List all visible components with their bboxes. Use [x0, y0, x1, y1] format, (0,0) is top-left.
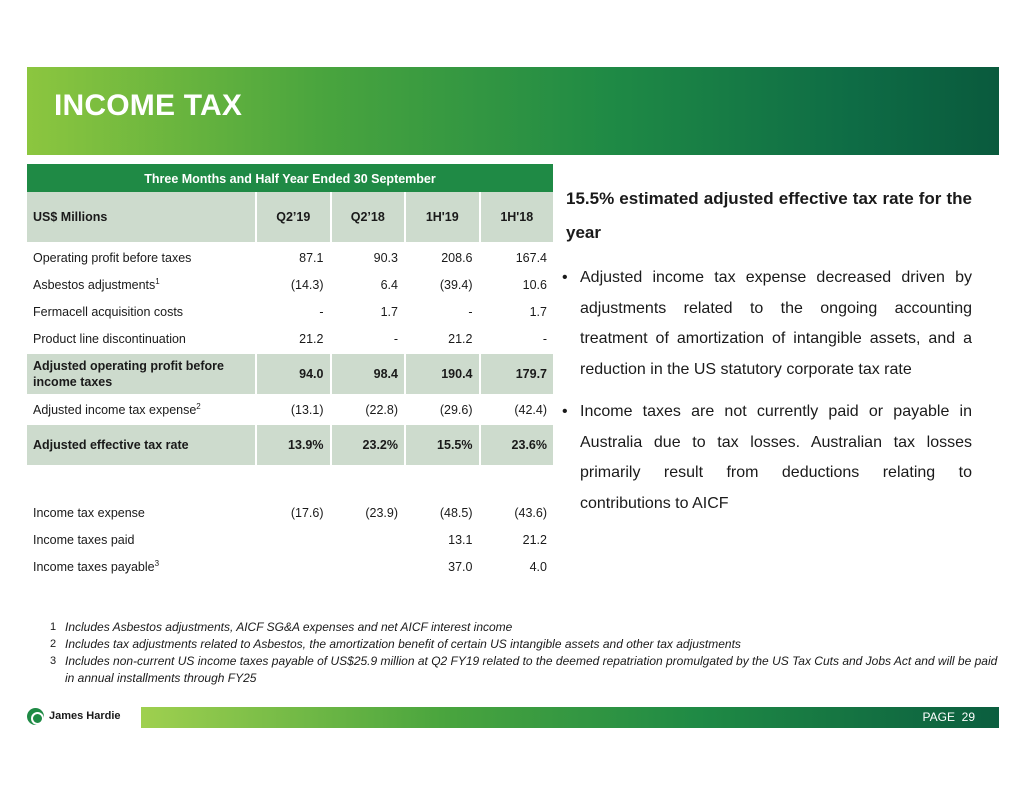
cell-value: 1.7 — [380, 304, 398, 319]
cell-value: - — [542, 331, 547, 346]
bullet-text: Adjusted income tax expense decreased driven by adjustments related to the ongoing accounting treatment of amortization of intangible assets, and a reduction in the US statutory corporate tax rate — [580, 269, 972, 378]
cell-value: 90.3 — [373, 250, 398, 265]
header-1h-19: 1H'19 — [404, 192, 479, 244]
cell-value: 6.4 — [380, 277, 398, 292]
table-caption: Three Months and Half Year Ended 30 September — [27, 164, 553, 192]
row-label: Adjusted effective tax rate — [27, 423, 255, 467]
cell-value — [255, 526, 330, 553]
cell-value: 98.4 — [330, 352, 405, 396]
cell-value: 190.4 — [404, 352, 479, 396]
page-label: PAGE — [922, 710, 955, 724]
footnote-text: Includes tax adjustments related to Asbestos, the amortization benefit of certain US intangible assets and other tax adjustments — [65, 637, 741, 651]
table-row — [27, 553, 553, 580]
bullet-item — [562, 263, 972, 385]
row-label: Asbestos adjustments$^1$ — [33, 276, 160, 292]
cell-value: (14.3) — [290, 277, 324, 292]
cell-value: - — [393, 331, 398, 346]
footer-bar — [141, 707, 999, 728]
footnote-text: Includes Asbestos adjustments, AICF SG&A expenses and net AICF interest income — [65, 620, 513, 634]
income-tax-table — [27, 164, 553, 580]
footnote — [50, 636, 1000, 653]
cell-value: 13.9% — [255, 423, 330, 467]
cell-value: (17.6) — [290, 505, 324, 520]
row-label: Income taxes paid — [33, 532, 135, 547]
cell-value — [330, 553, 405, 580]
bullet-text: Income taxes are not currently paid or payable in Australia due to tax losses. Australian tax losses primarily result from deductions relating to contributions to AICF — [580, 403, 972, 512]
header-units: US$ Millions — [27, 192, 255, 244]
cell-value: (22.8) — [365, 402, 398, 417]
header-q2-19: Q2’19 — [255, 192, 330, 244]
header-1h-18: 1H'18 — [479, 192, 554, 244]
cell-value: 1.7 — [529, 304, 547, 319]
header-q2-18: Q2’18 — [330, 192, 405, 244]
row-label: Income taxes payable$^3$ — [33, 558, 160, 574]
row-label: Income tax expense — [33, 505, 145, 520]
bullet-item — [562, 397, 972, 519]
cell-value: 21.2 — [299, 331, 324, 346]
cell-value: 23.6% — [479, 423, 554, 467]
company-logo — [27, 706, 121, 726]
cell-value: 87.1 — [299, 250, 324, 265]
footnote — [50, 619, 1000, 636]
page-number-value: 29 — [961, 710, 975, 724]
cell-value: 13.1 — [448, 532, 473, 547]
table-row — [27, 271, 553, 298]
cell-value: 37.0 — [448, 559, 473, 574]
cell-value: (39.4) — [439, 277, 473, 292]
data-table — [27, 192, 553, 580]
cell-value: (29.6) — [439, 402, 473, 417]
table-row — [27, 244, 553, 271]
cell-value: 21.2 — [448, 331, 473, 346]
cell-value: 23.2% — [330, 423, 405, 467]
cell-value: (48.5) — [439, 505, 473, 520]
table-row-subtotal — [27, 423, 553, 467]
cell-value: 21.2 — [522, 532, 547, 547]
cell-value: - — [319, 304, 324, 319]
cell-value: (43.6) — [514, 505, 547, 520]
row-label: Adjusted income tax expense$^2$ — [33, 401, 201, 417]
headline: 15.5% estimated adjusted effective tax rate for the year — [566, 189, 972, 242]
footnote-number: 1 — [50, 621, 57, 633]
page-number — [923, 710, 976, 724]
footnote-text: Includes non-current US income taxes payable of US$25.9 million at Q2 FY19 related to the deemed repatriation promulgated by the US Tax Cuts and Jobs Act and will be paid in annual installments through FY25 — [65, 654, 998, 685]
page-title: INCOME TAX — [54, 89, 243, 122]
title-banner — [27, 67, 999, 155]
footnote-ref: 2 — [196, 401, 201, 411]
footnote-number: 3 — [50, 655, 57, 667]
row-label: Operating profit before taxes — [33, 250, 192, 265]
footnote-ref: 1 — [155, 276, 160, 286]
cell-value: (23.9) — [365, 505, 398, 520]
cell-value: - — [468, 304, 473, 319]
table-header-row — [27, 192, 553, 244]
table-row-subtotal — [27, 352, 553, 396]
table-row — [27, 325, 553, 352]
commentary-panel — [562, 182, 972, 531]
bullet-dot-icon: • — [562, 269, 568, 286]
cell-value: 94.0 — [255, 352, 330, 396]
cell-value: 10.6 — [522, 277, 547, 292]
bullet-list — [562, 263, 972, 519]
footnote — [50, 653, 1000, 687]
cell-value: 167.4 — [515, 250, 547, 265]
table-spacer — [27, 467, 553, 499]
cell-value — [255, 553, 330, 580]
footnote-ref: 3 — [154, 558, 160, 568]
table-row — [27, 396, 553, 423]
cell-value: (42.4) — [514, 402, 547, 417]
cell-value — [330, 526, 405, 553]
bullet-dot-icon: • — [562, 403, 568, 420]
cell-value: 4.0 — [529, 559, 547, 574]
footnotes — [50, 619, 1000, 687]
row-label: Fermacell acquisition costs — [33, 304, 184, 319]
table-row — [27, 499, 553, 526]
footnote-number: 2 — [50, 638, 57, 650]
row-label: Adjusted operating profit before income taxes — [27, 352, 255, 396]
cell-value: (13.1) — [290, 402, 324, 417]
row-label: Product line discontinuation — [33, 331, 186, 346]
cell-value: 208.6 — [441, 250, 473, 265]
table-row — [27, 526, 553, 553]
cell-value: 179.7 — [479, 352, 554, 396]
cell-value: 15.5% — [404, 423, 479, 467]
table-row — [27, 298, 553, 325]
brand-name: James Hardie — [49, 710, 121, 722]
logo-icon — [27, 708, 44, 725]
